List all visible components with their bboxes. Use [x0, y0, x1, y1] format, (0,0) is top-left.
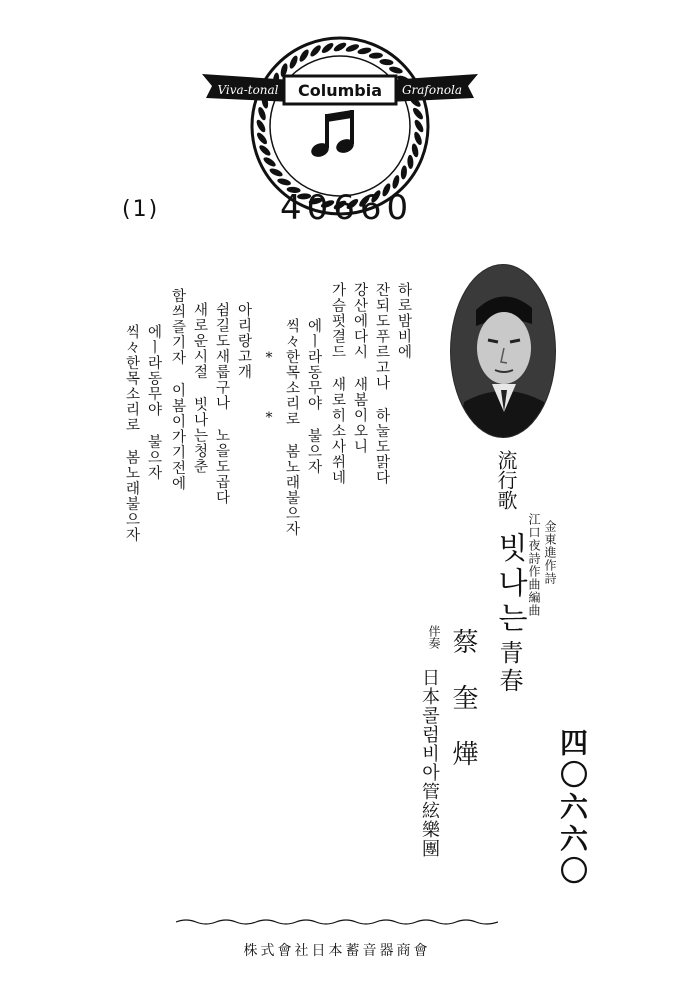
stanza-mark: * — [261, 350, 277, 366]
accompaniment-label: 伴奏 — [427, 625, 441, 649]
wreath-leaf — [288, 54, 299, 69]
orchestra-name: 日本콜럼비아管絃樂團 — [419, 668, 440, 858]
wreath-leaf — [277, 177, 292, 186]
wreath-leaf — [268, 167, 283, 178]
publisher-name: 株式會社日本蓄音器商會 — [243, 943, 431, 959]
wreath-leaf — [388, 65, 403, 74]
lyric-line: 아리랑고개 — [235, 302, 252, 380]
lyric-line: 가슴펏결드 새로히소사쒸네 — [329, 282, 346, 485]
music-note-icon — [309, 110, 355, 159]
song-genre: 流行歌 — [494, 450, 518, 510]
banner-right: Grafonola — [401, 83, 463, 97]
chorus-line: 씩々한목소리로 봄노래불으자 — [123, 324, 140, 543]
catalog-number-kanji: 四〇六六〇 — [556, 728, 589, 888]
wreath-leaf — [411, 106, 424, 121]
lyricist-credit: 金東進作詩 — [543, 520, 557, 585]
chorus-line: 씩々한목소리로 봄노래불으자 — [283, 318, 300, 537]
chorus-line: 에ㅣ라동무야 불으자 — [145, 324, 162, 481]
catalog-number: 40660 — [280, 188, 414, 228]
wreath-leaf — [411, 143, 420, 158]
wreath-leaf — [332, 41, 347, 53]
wreath-leaf — [262, 156, 277, 169]
wreath-leaf — [320, 41, 335, 54]
wreath-leaf — [400, 165, 407, 180]
lyric-line: 쉼길도새룹구나 노을도곱다 — [213, 302, 230, 505]
lyric-line: 함씌즐기자 이봄이가기전에 — [169, 288, 186, 491]
lyric-line: 새로운시절 빗나는청춘 — [191, 302, 208, 474]
wreath-leaf — [255, 131, 268, 146]
lyric-line: 잔되도푸르고나 하눌도맑다 — [373, 282, 390, 485]
wreath-leaf — [298, 48, 311, 63]
lyric-line: 강산에다시 새봄이오니 — [351, 282, 368, 454]
side-number: (1) — [122, 197, 160, 222]
logo-banner — [202, 74, 478, 104]
singer-name: 蔡奎燁 — [448, 628, 478, 796]
song-title-hangul: 빗나는 — [492, 532, 527, 637]
wreath-leaf — [258, 143, 272, 157]
wreath-leaf — [309, 44, 323, 58]
banner-center: Columbia — [297, 81, 383, 100]
banner-left: Viva-tonal — [217, 83, 279, 97]
stanza-mark: * — [261, 410, 277, 426]
wreath-leaf — [407, 155, 414, 169]
wreath-leaf — [357, 47, 372, 56]
lyric-line: 하로밤비에 — [395, 282, 412, 360]
wreath-leaf — [413, 118, 425, 133]
composer-credit: 江口夜詩作曲編曲 — [527, 513, 541, 617]
chorus-line: 에ㅣ라동무야 불으자 — [305, 318, 322, 475]
wreath-leaf — [255, 118, 267, 133]
wreath-leaf — [369, 52, 383, 59]
singer-portrait-photo — [448, 262, 558, 440]
wreath-leaf — [379, 58, 394, 65]
footer-divider — [176, 918, 498, 926]
song-title-hanja: 青春 — [495, 640, 523, 696]
